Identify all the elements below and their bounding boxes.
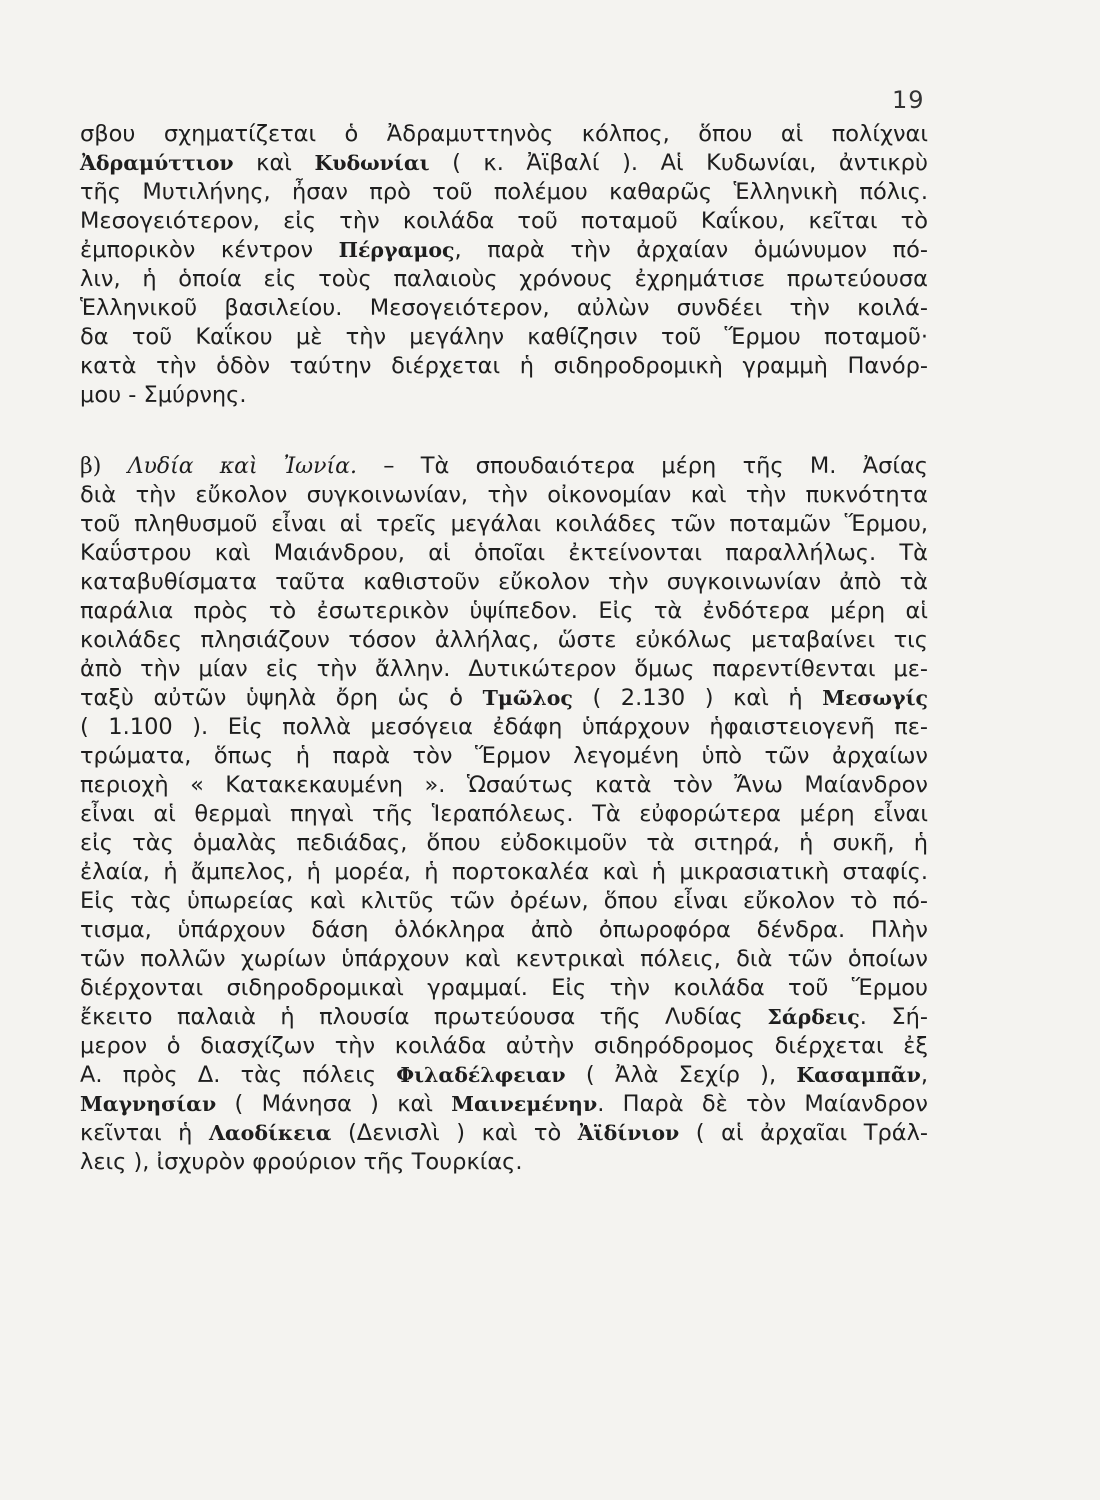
text-segment: τῆς Μυτιλήνης, ἦσαν πρὸ τοῦ πολέμου καθαρῶς Ἑλληνικὴ πόλις. (80, 179, 928, 205)
text-segment: λεις ), ἰσχυρὸν φρούριον τῆς Τουρκίας. (80, 1149, 523, 1175)
text-line (80, 481, 928, 510)
text-line (80, 1119, 928, 1148)
section-b-label: β) (80, 454, 102, 479)
bold-place-name: Τμῶλος (482, 686, 573, 710)
text-segment: διὰ τὴν εὔκολον συγκοινωνίαν, τὴν οἰκονομίαν καὶ τὴν πυκνότητα (80, 482, 928, 508)
text-line (80, 684, 928, 713)
text-segment: εἶναι αἱ θερμαὶ πηγαὶ τῆς Ἱεραπόλεως. Τὰ εὐφορώτερα μέρη εἶναι (80, 801, 928, 827)
text-segment: ( αἱ ἀρχαῖαι Τράλ- (679, 1120, 929, 1146)
bold-place-name: Σάρδεις (767, 1005, 860, 1029)
text-segment: τῶν πολλῶν χωρίων ὑπάρχουν καὶ κεντρικαὶ πόλεις, διὰ τῶν ὁποίων (80, 946, 928, 972)
text-line (80, 945, 928, 974)
bold-place-name: Ἀϊδίνιον (577, 1121, 680, 1145)
page-number: 19 (892, 86, 925, 114)
text-segment: μερον ὁ διασχίζων τὴν κοιλάδα αὐτὴν σιδηρόδρομος διέρχεται ἐξ (80, 1033, 928, 1059)
text-line (80, 974, 928, 1003)
text-line (80, 916, 928, 945)
text-line (80, 626, 928, 655)
text-segment: ( Ἀλὰ Σεχίρ ), (565, 1062, 797, 1088)
text-segment: κατὰ τὴν ὁδὸν ταύτην διέρχεται ἡ σιδηροδρομικὴ γραμμὴ Πανόρ- (80, 353, 928, 379)
text-segment: περιοχὴ « Κατακεκαυμένη ». Ὡσαύτως κατὰ τὸν Ἄνω Μαίανδρον (80, 772, 928, 798)
text-line (80, 1148, 928, 1177)
text-line (80, 265, 928, 294)
section-b-body (80, 481, 928, 1177)
section-b-title: Λυδία καὶ Ἰωνία. (127, 454, 357, 479)
text-line (80, 829, 928, 858)
text-line (80, 800, 928, 829)
text-line (80, 539, 928, 568)
text-segment: ταξὺ αὐτῶν ὑψηλὰ ὄρη ὡς ὁ (80, 685, 483, 711)
text-segment: μου - Σμύρνης. (80, 382, 247, 408)
text-segment: , παρὰ τὴν ἀρχαίαν ὁμώνυμον πό- (454, 237, 928, 263)
text-line (80, 1032, 928, 1061)
section-b-heading-line (80, 452, 928, 481)
text-segment: ἔκειτο παλαιὰ ἡ πλουσία πρωτεύουσα τῆς Λυδίας (80, 1004, 768, 1030)
text-line (80, 381, 928, 410)
bold-place-name: Πέργαμος (338, 238, 455, 262)
text-segment: τοῦ πληθυσμοῦ εἶναι αἱ τρεῖς μεγάλαι κοιλάδες τῶν ποταμῶν Ἕρμου, (80, 511, 928, 537)
text-segment: Ἑλληνικοῦ βασιλείου. Μεσογειότερον, αὐλὼν συνδέει τὴν κοιλά- (80, 295, 928, 321)
bold-place-name: Κασαμπᾶν (796, 1063, 921, 1087)
text-segment: παράλια πρὸς τὸ ἐσωτερικὸν ὑψίπεδον. Εἰς τὰ ἐνδότερα μέρη αἱ (80, 598, 928, 624)
text-segment: . Παρὰ δὲ τὸν Μαίανδρον (597, 1091, 928, 1117)
text-segment: . Σή- (859, 1004, 928, 1030)
text-line (80, 149, 928, 178)
text-line (80, 294, 928, 323)
text-segment: ( Μάνησα ) καὶ (216, 1091, 452, 1117)
section-b (80, 452, 928, 1177)
text-segment: ἐμπορικὸν κέντρον (80, 237, 339, 263)
text-segment: καὶ (233, 150, 315, 176)
body-text (80, 120, 928, 1177)
text-segment: εἰς τὰς ὁμαλὰς πεδιάδας, ὅπου εὐδοκιμοῦν τὰ σιτηρά, ἡ συκῆ, ἡ (80, 830, 928, 856)
text-line (80, 207, 928, 236)
text-segment: λιν, ἡ ὁποία εἰς τοὺς παλαιοὺς χρόνους ἐχρημάτισε πρωτεύουσα (80, 266, 928, 292)
text-segment: , (920, 1062, 928, 1088)
section-b-lead: – Τὰ σπουδαιότερα μέρη τῆς Μ. Ἀσίας (356, 453, 929, 479)
text-line (80, 1090, 928, 1119)
text-segment: ( κ. Ἀϊβαλί ). Αἱ Κυδωνίαι, ἀντικρὺ (429, 150, 928, 176)
text-line (80, 120, 928, 149)
bold-place-name: Κυδωνίαι (314, 151, 430, 175)
text-line (80, 236, 928, 265)
text-line (80, 352, 928, 381)
text-segment: Μεσογειότερον, εἰς τὴν κοιλάδα τοῦ ποταμοῦ Καΐκου, κεῖται τὸ (80, 208, 928, 234)
text-segment: κεῖνται ἡ (80, 1120, 209, 1146)
text-line (80, 510, 928, 539)
text-segment: διέρχονται σιδηροδρομικαὶ γραμμαί. Εἰς τὴν κοιλάδα τοῦ Ἕρμου (80, 975, 928, 1001)
text-segment: ( 2.130 ) καὶ ἡ (572, 685, 823, 711)
text-segment: ἐλαία, ἡ ἄμπελος, ἡ μορέα, ἡ πορτοκαλέα καὶ ἡ μικρασιατικὴ σταφίς. (80, 859, 928, 885)
bold-place-name: Μαγνησίαν (80, 1092, 217, 1116)
text-line (80, 1003, 928, 1032)
text-segment: ἀπὸ τὴν μίαν εἰς τὴν ἄλλην. Δυτικώτερον ὅμως παρεντίθενται με- (80, 656, 928, 682)
text-line (80, 858, 928, 887)
text-segment: τισμα, ὑπάρχουν δάση ὁλόκληρα ἀπὸ ὀπωροφόρα δένδρα. Πλὴν (80, 917, 928, 943)
text-line (80, 713, 928, 742)
text-line (80, 771, 928, 800)
text-segment: ( 1.100 ). Εἰς πολλὰ μεσόγεια ἐδάφη ὑπάρχουν ἡφαιστειογενῆ πε- (80, 714, 928, 740)
text-segment: τρώματα, ὅπως ἡ παρὰ τὸν Ἕρμον λεγομένη ὑπὸ τῶν ἀρχαίων (80, 743, 928, 769)
bold-place-name: Λαοδίκεια (208, 1121, 332, 1145)
text-segment: Καΰστρου καὶ Μαιάνδρου, αἱ ὁποῖαι ἐκτείνονται παραλλήλως. Τὰ (80, 540, 928, 566)
bold-place-name: Ἀδραμύττιον (80, 151, 234, 175)
text-line (80, 597, 928, 626)
bold-place-name: Μεσωγίς (822, 686, 928, 710)
text-segment: καταβυθίσματα ταῦτα καθιστοῦν εὔκολον τὴν συγκοινωνίαν ἀπὸ τὰ (80, 569, 928, 595)
text-segment: Α. πρὸς Δ. τὰς πόλεις (80, 1062, 397, 1088)
text-segment: (Δενισλὶ ) καὶ τὸ (331, 1120, 578, 1146)
text-line (80, 323, 928, 352)
text-segment: σβου σχηματίζεται ὁ Ἀδραμυττηνὸς κόλπος, ὅπου αἱ πολίχναι (80, 121, 928, 147)
text-line (80, 178, 928, 207)
text-line (80, 742, 928, 771)
text-segment: Εἰς τὰς ὑπωρείας καὶ κλιτῦς τῶν ὀρέων, ὅπου εἶναι εὔκολον τὸ πό- (80, 888, 928, 914)
bold-place-name: Φιλαδέλφειαν (396, 1063, 566, 1087)
text-line (80, 568, 928, 597)
text-line (80, 887, 928, 916)
text-segment: δα τοῦ Καΐκου μὲ τὴν μεγάλην καθίζησιν τοῦ Ἕρμου ποταμοῦ· (80, 324, 928, 350)
text-segment: κοιλάδες πλησιάζουν τόσον ἀλλήλας, ὥστε εὐκόλως μεταβαίνει τις (80, 627, 928, 653)
paragraph-1 (80, 120, 928, 410)
text-line (80, 655, 928, 684)
text-line (80, 1061, 928, 1090)
bold-place-name: Μαινεμένην (451, 1092, 598, 1116)
